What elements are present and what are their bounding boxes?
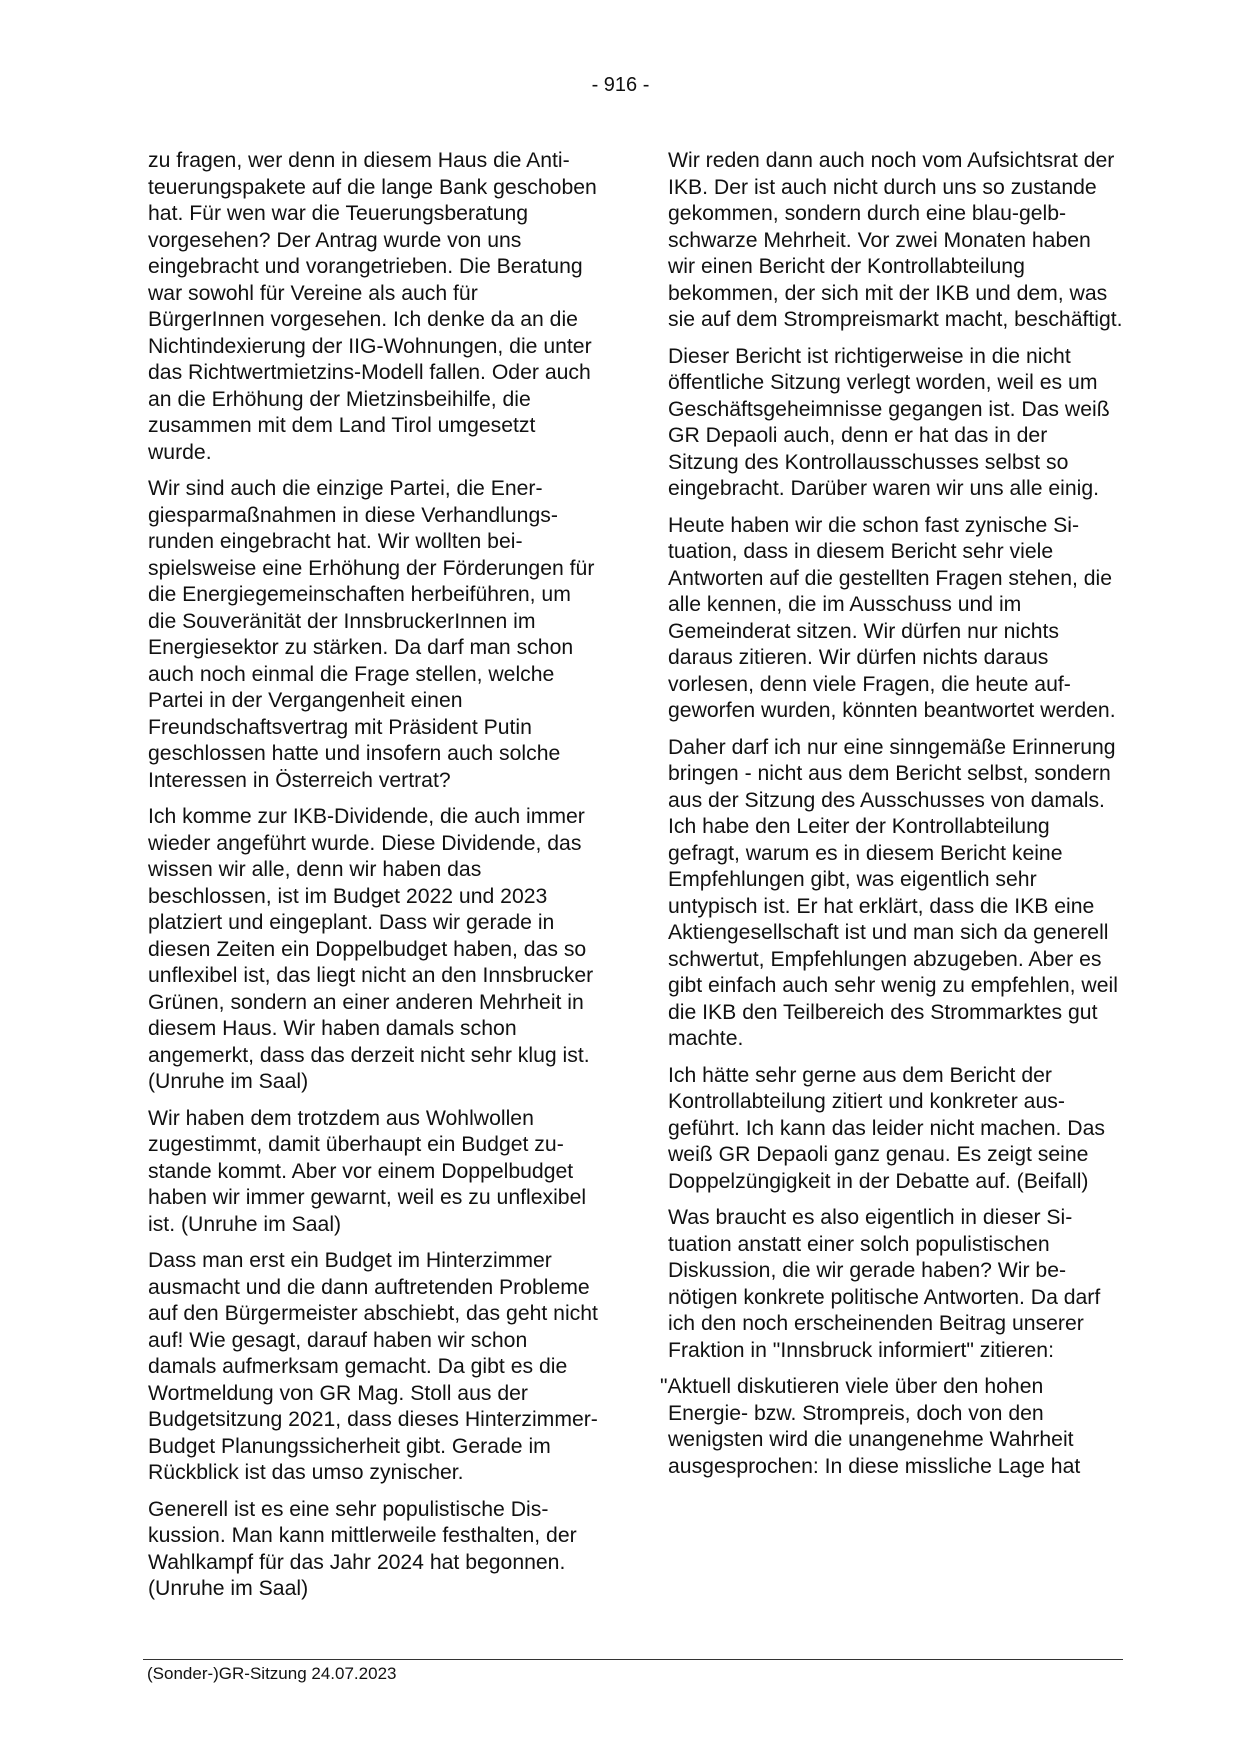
- page-number: - 916 -: [591, 74, 650, 96]
- paragraph: Ich komme zur IKB-Dividende, die auch immer wieder angeführt wurde. Diese Dividende, das wissen wir alle, denn wir haben das beschlossen, ist im Budget 2022 und 2023 platziert und eingeplant. Dass wir gerade in diesen Zeiten ein Doppelbudget haben, das so unflexibel ist, das liegt nicht an den Innsbrucker Grünen, sondern an einer anderen Mehrheit in diesem Haus. Wir haben damals schon angemerkt, dass das derzeit nicht sehr klug ist. (Unruhe im Saal): [148, 805, 594, 1093]
- paragraph: Dieser Bericht ist richtigerweise in die nicht öffentliche Sitzung verlegt worden, weil es um Geschäftsgeheimnisse gegangen ist. Das weiß GR Depaoli auch, denn er hat das in der Sitzung des Kontrollausschusses selbst so eingebracht. Darüber waren wir uns alle einig.: [668, 344, 1110, 500]
- footer-session-label: (Sonder-)GR-Sitzung 24.07.2023: [147, 1664, 397, 1683]
- paragraph: Wir haben dem trotzdem aus Wohlwollen zugestimmt, damit überhaupt ein Budget zustande kommt. Aber vor einem Doppelbudget haben wir immer gewarnt, weil es zu unflexibel ist. (Unruhe im Saal): [148, 1106, 587, 1236]
- right-column: [660, 148, 1123, 1490]
- paragraph: Dass man erst ein Budget im Hinterzimmer ausmacht und die dann auftretenden Probleme auf den Bürgermeister abschiebt, das geht nicht auf! Wie gesagt, darauf haben wir schon damals aufmerksam gemacht. Da gibt es die Wortmeldung von GR Mag. Stoll aus der Budgetsitzung 2021, dass dieses Hinterzimmer-Budget Planungssicherheit gibt. Gerade im Rückblick ist das umso zynischer.: [148, 1249, 598, 1484]
- quote-paragraph: "Aktuell diskutieren viele über den hohen Energie- bzw. Strompreis, doch von den wenigsten wird die unangenehme Wahrheit ausgesprochen: In diese missliche Lage hat: [660, 1375, 1081, 1478]
- paragraph: Daher darf ich nur eine sinngemäße Erinnerung bringen - nicht aus dem Bericht selbst, sondern aus der Sitzung des Ausschusses von damals. Ich habe den Leiter der Kontrollabteilung gefragt, warum es in diesem Bericht keine Empfehlungen gibt, was eigentlich sehr untypisch ist. Er hat erklärt, dass die IKB eine Aktiengesellschaft ist und man sich da generell schwertut, Empfehlungen abzugeben. Aber es gibt einfach auch sehr wenig zu empfehlen, weil die IKB den Teilbereich des Strommarktes gut machte.: [668, 735, 1118, 1050]
- paragraph: Generell ist es eine sehr populistische Diskussion. Man kann mittlerweile festhalten, der Wahlkampf für das Jahr 2024 hat begonnen. (Unruhe im Saal): [148, 1497, 577, 1600]
- paragraph: Ich hätte sehr gerne aus dem Bericht der Kontrollabteilung zitiert und konkreter ausgeführt. Ich kann das leider nicht machen. Das weiß GR Depaoli ganz genau. Es zeigt seine Doppelzüngigkeit in der Debatte auf. (Beifall): [668, 1063, 1105, 1193]
- paragraph: zu fragen, wer denn in diesem Haus die Antiteuerungspakete auf die lange Bank geschoben hat. Für wen war die Teuerungsberatung vorgesehen? Der Antrag wurde von uns eingebracht und vorangetrieben. Die Beratung war sowohl für Vereine als auch für BürgerInnen vorgesehen. Ich denke da an die Nichtindexierung der IIG-Wohnungen, die unter das Richtwertmietzins-Modell fallen. Oder auch an die Erhöhung der Mietzinsbeihilfe, die zusammen mit dem Land Tirol umgesetzt wurde.: [148, 149, 597, 464]
- paragraph: Was braucht es also eigentlich in dieser Situation anstatt einer solch populistischen Diskussion, die wir gerade haben? Wir benötigen konkrete politische Antworten. Da darf ich den noch erscheinenden Beitrag unserer Fraktion in "Innsbruck informiert" zitieren:: [668, 1206, 1101, 1362]
- paragraph: Wir sind auch die einzige Partei, die Energiesparmaßnahmen in diese Verhandlungsrunden eingebracht hat. Wir wollten beispielsweise eine Erhöhung der Förderungen für die Energiegemeinschaften herbeiführen, um die Souveränität der InnsbruckerInnen im Energiesektor zu stärken. Da darf man schon auch noch einmal die Frage stellen, welche Partei in der Vergangenheit einen Freundschaftsvertrag mit Präsident Putin geschlossen hatte und insofern auch solche Interessen in Österreich vertrat?: [148, 477, 595, 792]
- paragraph: Heute haben wir die schon fast zynische Situation, dass in diesem Bericht sehr viele Antworten auf die gestellten Fragen stehen, die alle kennen, die im Ausschuss und im Gemeinderat sitzen. Wir dürfen nur nichts daraus zitieren. Wir dürfen nichts daraus vorlesen, denn viele Fragen, die heute aufgeworfen wurden, könnten beantwortet werden.: [668, 513, 1116, 722]
- left-column: [148, 148, 600, 1613]
- paragraph: Wir reden dann auch noch vom Aufsichtsrat der IKB. Der ist auch nicht durch uns so zustande gekommen, sondern durch eine blau-gelb-schwarze Mehrheit. Vor zwei Monaten haben wir einen Bericht der Kontrollabteilung bekommen, der sich mit der IKB und dem, was sie auf dem Strompreismarkt macht, beschäftigt.: [668, 149, 1123, 331]
- footer-divider: [143, 1659, 1123, 1660]
